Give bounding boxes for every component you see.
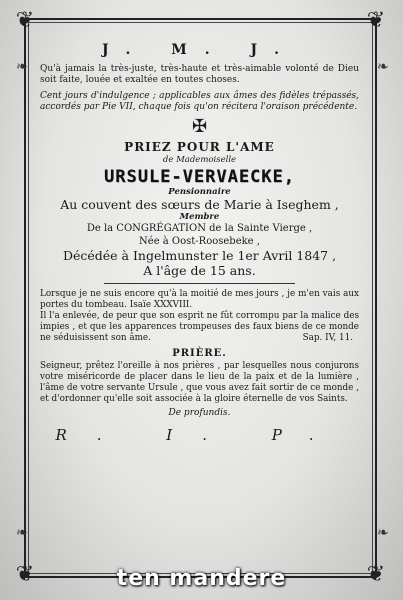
priere-text: Seigneur, prêtez l'oreille à nos prières , par lesquelles nous conjurons votre miséricorde de placer dans le lieu de la paix et de la lumière , l'âme de votre servante Ursule , que vous avez fait sortir de ce monde , et d'ordonner qu'elle soit associée à la gloire éternelle de vos Saints. <box>40 361 359 404</box>
scroll-border-icon: ❧ <box>377 525 389 541</box>
death-line: Décédée à Ingelmunster le 1er Avril 1847 , <box>62 248 337 263</box>
priez-heading: PRIEZ POUR L'AME <box>124 140 275 154</box>
indulgence-paragraph: Cent jours d'indulgence ; applicables aux âmes des fidèles trépassés, accordés par Pie VII, chaque fois qu'on récitera l'oraison précédente. <box>40 91 359 112</box>
de-mademoiselle: de Mademoiselle <box>162 155 237 165</box>
scroll-border-icon: ❧ <box>16 59 28 75</box>
card-text <box>40 38 359 564</box>
priere-heading: PRIÈRE. <box>172 348 227 359</box>
fleuron-corner-icon: ❦ <box>366 562 386 587</box>
divider <box>104 283 295 284</box>
monogram: J. M. J. <box>102 42 297 58</box>
maltese-cross-icon: ✠ <box>191 116 208 137</box>
rip-initials: R. I. P. <box>55 426 344 444</box>
membre-label: Membre <box>179 212 220 222</box>
age-line: A l'âge de 15 ans. <box>143 263 256 278</box>
verse-wisdom-reference: Sap. IV, 11. <box>302 333 353 343</box>
verse-wisdom: Il l'a enlevée, de peur que son esprit ne fût corrompu par la malice des impies , et que les apparences trompeuses des faux biens de ce monde ne séduisissent son âme. <box>40 311 359 343</box>
scroll-border-icon: ❧ <box>16 525 28 541</box>
fleuron-corner-icon: ❦ <box>366 8 386 33</box>
pensionnaire-label: Pensionnaire <box>168 187 231 197</box>
birthplace-line: Née à Oost-Roosebeke , <box>139 236 260 247</box>
intro-paragraph: Qu'à jamais la très-juste, très-haute et très-aimable volonté de Dieu soit faite, louée et exaltée en toutes choses. <box>40 64 359 85</box>
convent-line: Au couvent des sœurs de Marie à Iseghem , <box>60 197 339 212</box>
de-profundis: De profundis. <box>168 408 231 418</box>
verse-isaiah: Lorsque je ne suis encore qu'à la moitié de mes jours , je m'en vais aux portes du tombeau. Isaïe XXXVIII. <box>40 289 359 310</box>
watermark: ten mandere <box>116 566 287 591</box>
fleuron-corner-icon: ❦ <box>15 8 35 33</box>
congregation-line: De la CONGRÉGATION de la Sainte Vierge , <box>86 223 313 234</box>
scroll-border-icon: ❧ <box>377 59 389 75</box>
deceased-name: URSULE-VERVAECKE, <box>104 167 295 187</box>
fleuron-corner-icon: ❦ <box>15 562 35 587</box>
